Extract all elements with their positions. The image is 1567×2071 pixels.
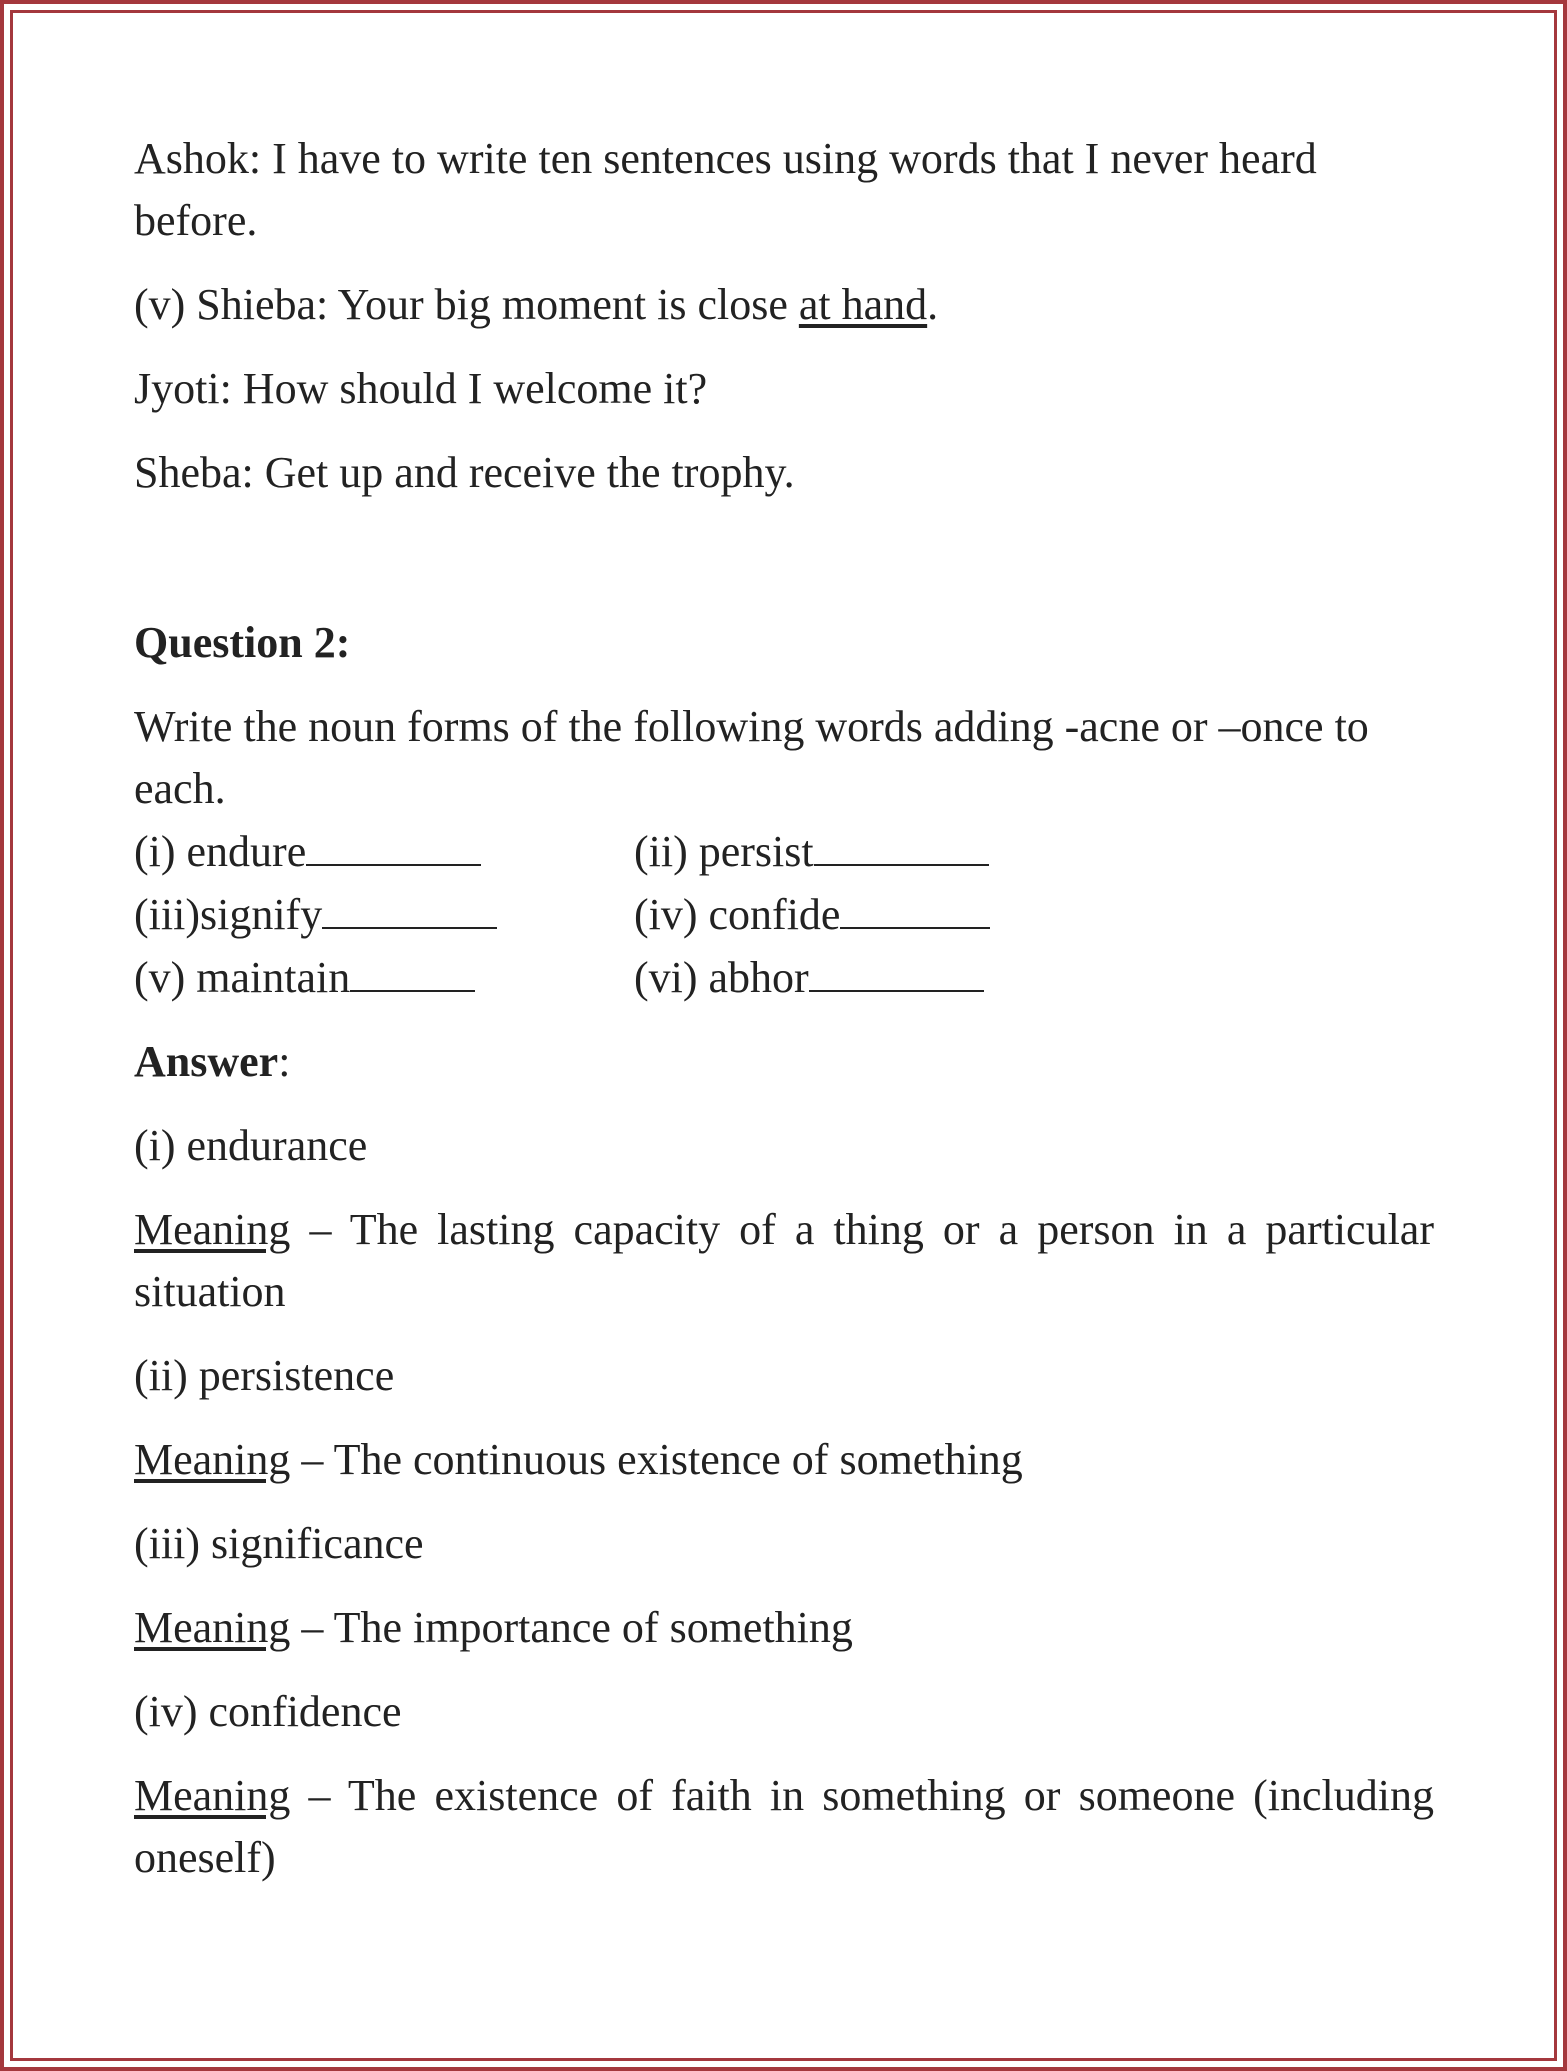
question-prompt: Write the noun forms of the following words adding -acne or –once to each. — [134, 702, 1369, 813]
word-item: (iii)signify — [134, 883, 634, 946]
answer-blank — [306, 820, 481, 866]
word-item: (ii) persist — [634, 820, 1154, 883]
answer-term: (iii) significance — [134, 1519, 424, 1568]
answer-meaning: Meaning – The lasting capacity of a thing or a person in a particular situation — [134, 1205, 1434, 1316]
question-heading: Question 2: — [134, 618, 351, 667]
meaning-label: Meaning — [134, 1771, 291, 1820]
word-item: (v) maintain — [134, 946, 634, 1009]
ashok-line: Ashok: I have to write ten sentences using words that I never heard before. — [134, 134, 1317, 245]
answer-blank — [840, 883, 990, 929]
jyoti-line: Jyoti: How should I welcome it? — [134, 364, 708, 413]
answer-blank — [809, 946, 984, 992]
meaning-label: Meaning — [134, 1435, 291, 1484]
answer-term: (i) endurance — [134, 1121, 368, 1170]
underlined-phrase: at hand — [798, 280, 928, 329]
answer-blank — [322, 883, 497, 929]
word-item: (i) endure — [134, 820, 634, 883]
answer-term: (iv) confidence — [134, 1687, 402, 1736]
answer-blank — [350, 946, 475, 992]
answer-meaning: Meaning – The importance of something — [134, 1603, 853, 1652]
shieba-line: (v) Shieba: Your big moment is close at hand. — [134, 280, 939, 329]
page-content — [134, 128, 1434, 1889]
sheba-line: Sheba: Get up and receive the trophy. — [134, 448, 795, 497]
meaning-label: Meaning — [134, 1603, 291, 1652]
answer-heading: Answer: — [134, 1037, 291, 1086]
word-list — [134, 820, 1434, 1009]
answer-term: (ii) persistence — [134, 1351, 395, 1400]
meaning-label: Meaning — [134, 1205, 291, 1254]
answer-meaning: Meaning – The existence of faith in something or someone (including oneself) — [134, 1771, 1434, 1882]
word-item: (iv) confide — [634, 883, 1154, 946]
answer-meaning: Meaning – The continuous existence of something — [134, 1435, 1023, 1484]
word-item: (vi) abhor — [634, 946, 1154, 1009]
answer-blank — [814, 820, 989, 866]
